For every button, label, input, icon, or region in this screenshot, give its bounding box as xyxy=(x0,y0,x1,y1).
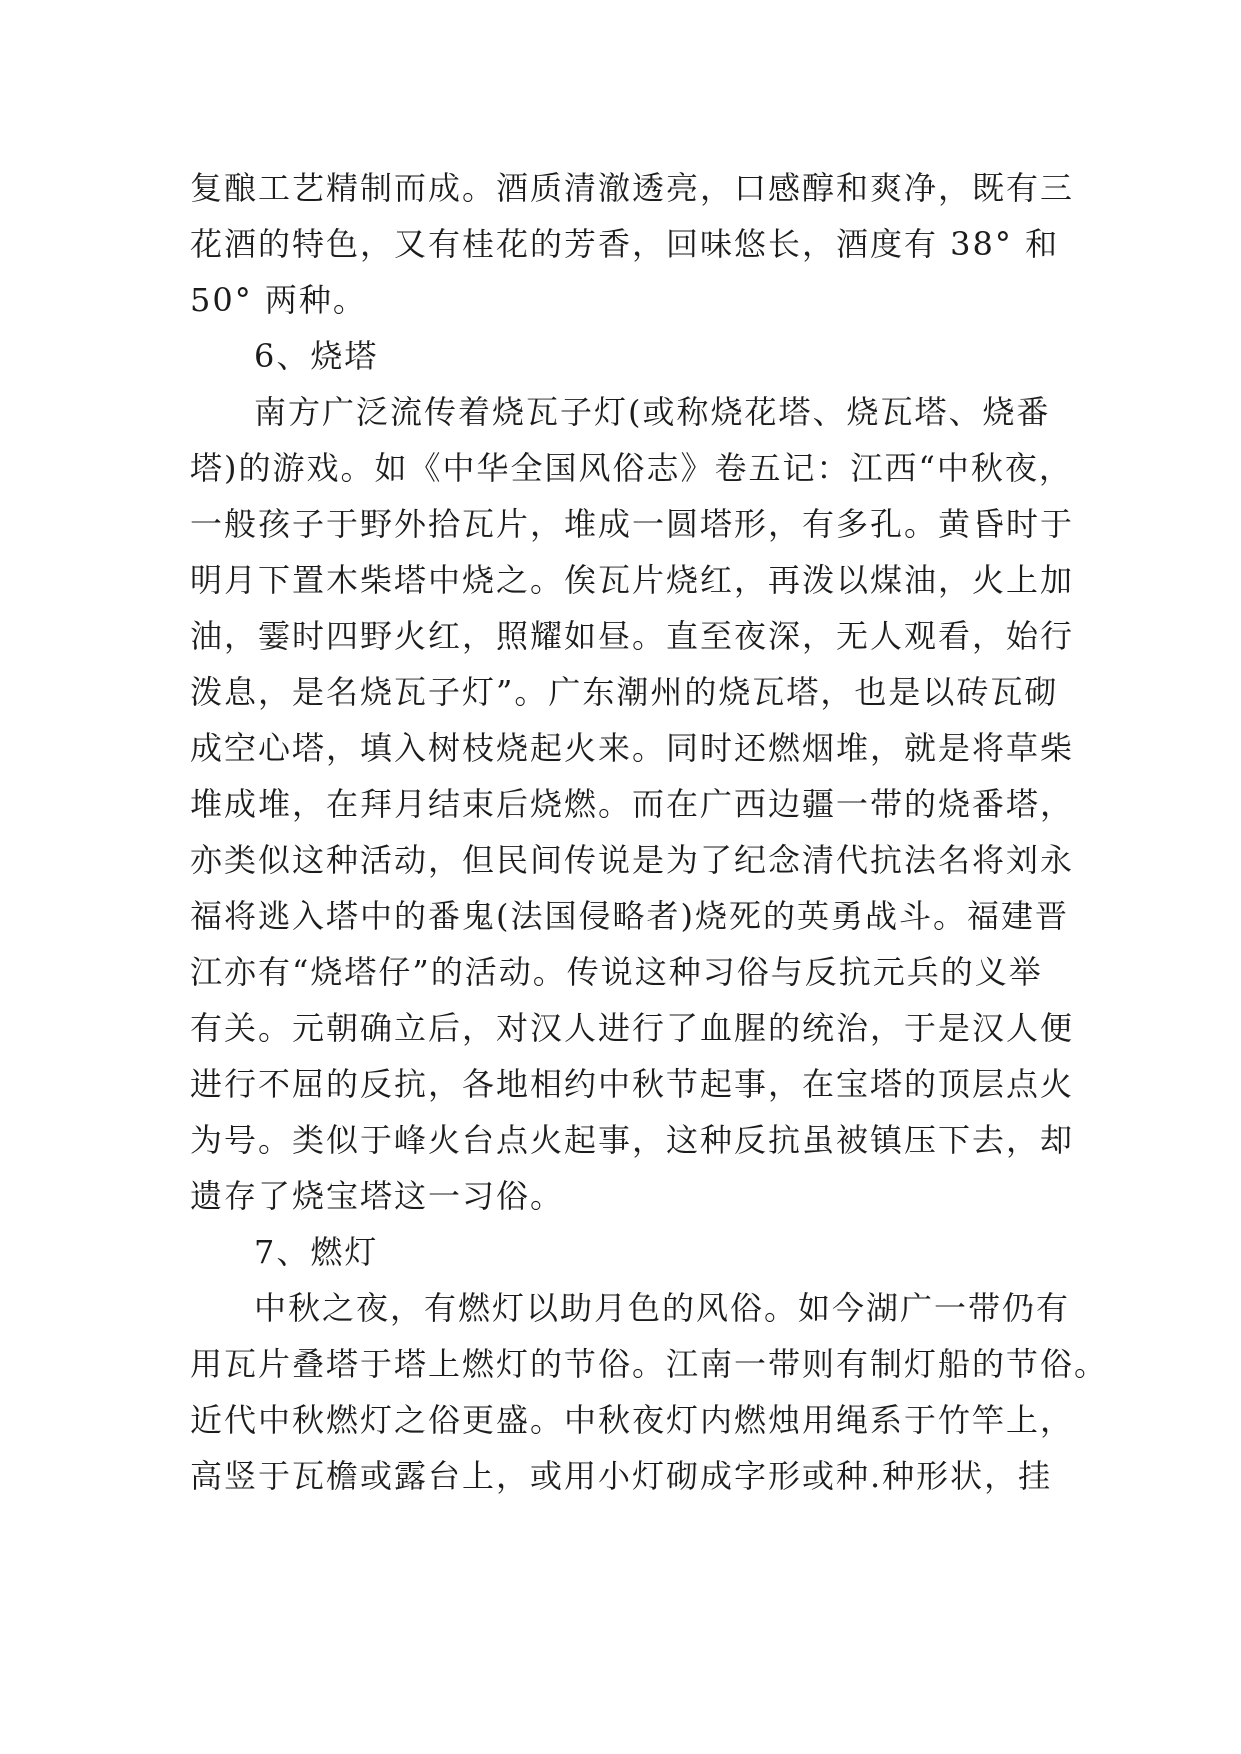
text-line-2: 花酒的特色，又有桂花的芳香，回味悠长，酒度有 38° 和 xyxy=(190,225,1060,263)
text-line-24: 高竖于瓦檐或露台上，或用小灯砌成字形或种.种形状，挂 xyxy=(190,1457,1053,1495)
text-line-17: 进行不屈的反抗，各地相约中秋节起事，在宝塔的顶层点火 xyxy=(190,1065,1075,1103)
text-line-14: 福将逃入塔中的番鬼(法国侵略者)烧死的英勇战斗。福建晋 xyxy=(190,897,1069,935)
text-line-22: 用瓦片叠塔于塔上燃灯的节俗。江南一带则有制灯船的节俗。 xyxy=(190,1345,1109,1383)
text-line-23: 近代中秋燃灯之俗更盛。中秋夜灯内燃烛用绳系于竹竿上， xyxy=(190,1401,1075,1439)
section-heading-7: 7、燃灯 xyxy=(254,1233,379,1271)
text-line-18: 为号。类似于峰火台点火起事，这种反抗虽被镇压下去，却 xyxy=(190,1121,1075,1159)
text-line-12: 堆成堆，在拜月结束后烧燃。而在广西边疆一带的烧番塔， xyxy=(190,785,1075,823)
text-line-3: 50° 两种。 xyxy=(190,281,367,319)
text-line-7: 一般孩子于野外拾瓦片，堆成一圆塔形，有多孔。黄昏时于 xyxy=(190,505,1075,543)
text-line-21: 中秋之夜，有燃灯以助月色的风俗。如今湖广一带仍有 xyxy=(254,1289,1071,1327)
text-line-1: 复酿工艺精制而成。酒质清澈透亮，口感醇和爽净，既有三 xyxy=(190,169,1075,207)
text-line-9: 油，霎时四野火红，照耀如昼。直至夜深，无人观看，始行 xyxy=(190,617,1075,655)
text-line-8: 明月下置木柴塔中烧之。俟瓦片烧红，再泼以煤油，火上加 xyxy=(190,561,1075,599)
section-heading-6: 6、烧塔 xyxy=(254,337,379,375)
text-line-13: 亦类似这种活动，但民间传说是为了纪念清代抗法名将刘永 xyxy=(190,841,1075,879)
text-line-15: 江亦有“烧塔仔”的活动。传说这种习俗与反抗元兵的义举 xyxy=(190,953,1043,991)
text-line-16: 有关。元朝确立后，对汉人进行了血腥的统治，于是汉人便 xyxy=(190,1009,1075,1047)
text-line-11: 成空心塔，填入树枝烧起火来。同时还燃烟堆，就是将草柴 xyxy=(190,729,1075,767)
text-line-19: 遗存了烧宝塔这一习俗。 xyxy=(190,1177,565,1215)
text-line-10: 泼息，是名烧瓦子灯”。广东潮州的烧瓦塔，也是以砖瓦砌 xyxy=(190,673,1059,711)
text-line-5: 南方广泛流传着烧瓦子灯(或称烧花塔、烧瓦塔、烧番 xyxy=(254,393,1051,431)
text-line-6: 塔)的游戏。如《中华全国风俗志》卷五记：江西“中秋夜， xyxy=(190,449,1073,487)
